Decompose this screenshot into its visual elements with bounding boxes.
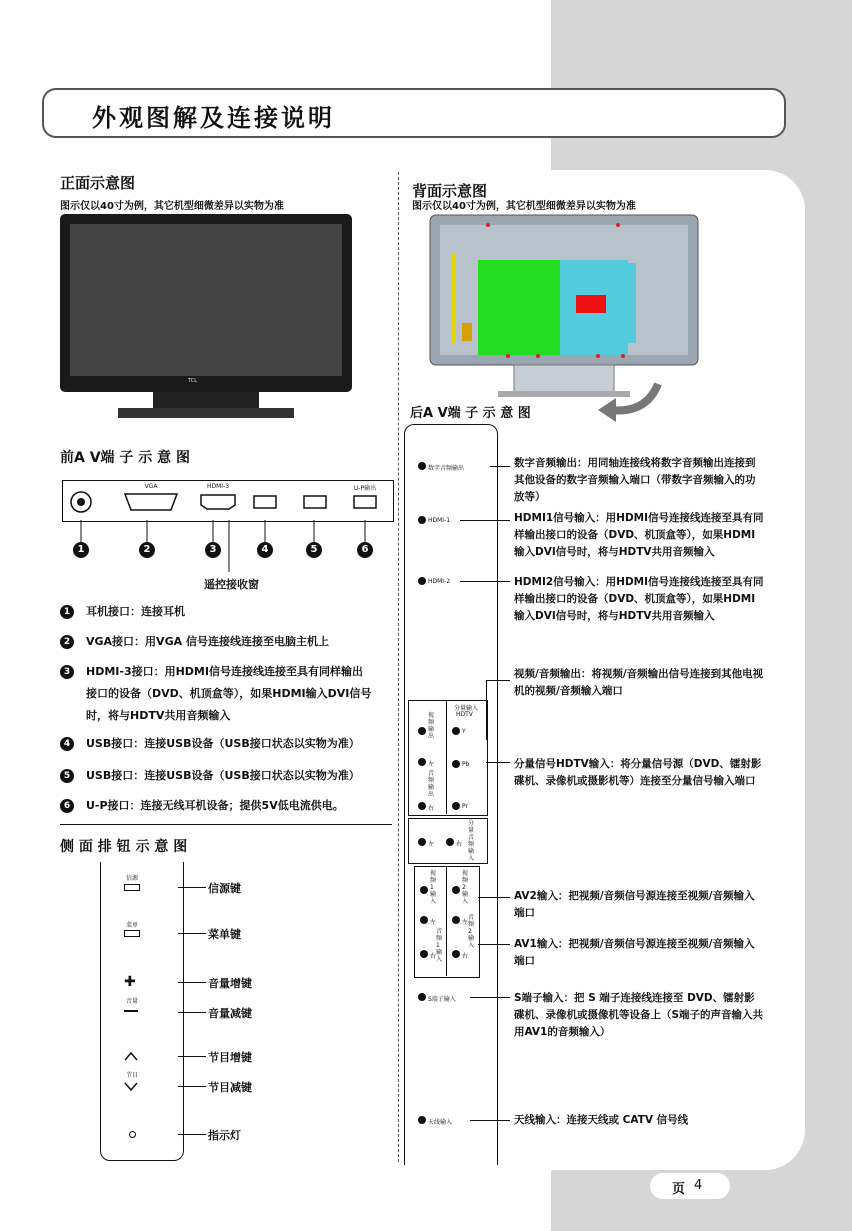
component-block-divider	[446, 700, 447, 814]
side-line-indicator	[178, 1134, 206, 1135]
av2-audio-label: 音频2输入	[468, 914, 475, 949]
title-box	[42, 88, 786, 138]
channel-down-icon	[123, 1080, 139, 1092]
leader-av2	[478, 897, 510, 898]
remote-sensor-label: 遥控接收窗	[204, 578, 259, 591]
front-item-3-line-2: 接口的设备（DVD、机顶盒等），如果HDMI输入DVI信号	[86, 687, 372, 700]
component-audio-left-jack-icon	[418, 838, 426, 846]
leader-svideo	[470, 997, 510, 998]
tv-logo: TCL	[188, 378, 198, 384]
source-key-label: 信源键	[208, 882, 241, 895]
front-item-1: 1 耳机接口：连接耳机	[60, 602, 390, 622]
av1-audio-label: 音频1输入	[436, 928, 443, 963]
side-title: 侧 面 排 钮 示 意 图	[60, 839, 188, 855]
antenna-port-icon	[418, 1116, 426, 1124]
component-audio-right-jack-icon	[446, 838, 454, 846]
side-line-source	[178, 887, 206, 888]
audio-out-right-label: 右	[428, 805, 435, 812]
up-port-label: U-P输出	[353, 485, 377, 492]
center-divider	[398, 172, 399, 1162]
side-line-channel-down	[178, 1086, 206, 1087]
svideo-port-label: S端子输入	[428, 996, 456, 1003]
av-input-divider	[446, 866, 447, 976]
channel-down-label: 节目减键	[208, 1081, 252, 1094]
headphone-port-icon	[69, 490, 93, 514]
menu-key-shape	[124, 930, 140, 937]
usb-port-2-icon	[303, 495, 327, 509]
side-line-volume-down	[178, 1012, 206, 1013]
vga-port-label: VGA	[144, 483, 158, 490]
av2-video-jack-icon	[452, 886, 460, 894]
page-number: 4	[694, 1178, 703, 1193]
hdmi2-port-label: HDMI-2	[428, 578, 451, 585]
indicator-label: 指示灯	[208, 1129, 241, 1142]
channel-up-icon	[123, 1050, 139, 1062]
svideo-port-icon	[418, 993, 426, 1001]
av1-video-label: 视频1输入	[430, 870, 437, 905]
side-label-source: 信源	[126, 875, 139, 882]
side-line-menu	[178, 933, 206, 934]
front-port-number-6: 6	[357, 542, 373, 558]
hdmi-port-icon	[199, 493, 237, 511]
digital-audio-out-icon	[418, 462, 426, 470]
side-label-menu: 菜单	[126, 922, 139, 929]
desc-av1: AV1输入：把视频/音频信号源连接至视频/音频输入端口	[514, 938, 755, 967]
page-title: 外观图解及连接说明	[92, 103, 335, 132]
av2-audio-right-jack-icon	[452, 950, 460, 958]
front-item-2: 2 VGA接口：用VGA 信号连接线连接至电脑主机上	[60, 632, 390, 652]
front-port-number-3: 3	[205, 542, 221, 558]
desc-antenna: 天线输入：连接天线或 CATV 信号线	[514, 1114, 689, 1126]
hdmi1-port-label: HDMI-1	[428, 517, 451, 524]
leader-av-out-vertical	[486, 680, 487, 740]
front-item-4: 4 USB接口：连接USB设备（USB接口状态以实物为准）	[60, 734, 390, 754]
leader-av1	[478, 944, 510, 945]
volume-up-label: 音量增键	[208, 977, 252, 990]
indicator-led-icon	[129, 1131, 136, 1138]
side-label-channel: 节目	[126, 1072, 139, 1079]
video-out-jack-icon	[418, 727, 426, 735]
hdmi2-port-icon	[418, 577, 426, 585]
volume-down-icon	[124, 1010, 138, 1012]
av2-audio-left-label: 左	[462, 919, 469, 926]
digital-audio-port-label: 数字音频输出	[428, 465, 465, 472]
front-note: 图示仅以40寸为例，其它机型细微差异以实物为准	[60, 201, 284, 212]
video-out-label: 视频输出	[428, 712, 435, 740]
leader-hdmi1	[460, 520, 510, 521]
audio-out-right-jack-icon	[418, 802, 426, 810]
page-label: 页	[672, 1182, 686, 1197]
side-panel-outline	[100, 862, 184, 1161]
front-av-title: 前A V端 子 示 意 图	[60, 450, 191, 466]
front-item-5: 5 USB接口：连接USB设备（USB接口状态以实物为准）	[60, 766, 390, 786]
av2-audio-left-jack-icon	[452, 916, 460, 924]
back-note: 图示仅以40寸为例，其它机型细微差异以实物为准	[412, 201, 636, 212]
component-y-jack-icon	[452, 727, 460, 735]
component-audio-label: 分量音频输入	[468, 820, 475, 862]
leader-digital	[490, 466, 510, 467]
side-line-volume-up	[178, 982, 206, 983]
leader-hdmi2	[460, 581, 510, 582]
front-item-3: 3 HDMI-3接口：用HDMI信号连接线连接至具有同样输出	[60, 662, 390, 682]
front-tv-illustration	[58, 212, 354, 426]
av1-audio-left-jack-icon	[420, 916, 428, 924]
component-pr-label: Pr	[462, 803, 468, 810]
desc-hdmi1: HDMI1信号输入：用HDMI信号连接线连接至具有同样输出接口的设备（DVD、机顶盒等），如果HDMI输入DVI信号时，将与HDTV共用音频输入	[514, 512, 764, 558]
component-audio-left-label: 左	[428, 841, 435, 848]
desc-component: 分量信号HDTV输入：将分量信号源（DVD、镭射影碟机、录像机或摄影机等）连接至分量信号输入端口	[514, 758, 762, 787]
front-item-3-line-3: 时，将与HDTV共用音频输入	[86, 709, 231, 722]
desc-av2: AV2输入：把视频/音频信号源连接至视频/音频输入端口	[514, 890, 755, 919]
rear-av-title: 后A V端 子 示 意 图	[410, 406, 531, 421]
channel-up-label: 节目增键	[208, 1051, 252, 1064]
av1-audio-left-label: 左	[430, 919, 437, 926]
front-av-panel	[62, 480, 394, 522]
av1-audio-right-jack-icon	[420, 950, 428, 958]
front-port-number-5: 5	[306, 542, 322, 558]
desc-svideo: S端子输入：把 S 端子连接线连接至 DVD、镭射影碟机、录像机或摄像机等设备上（S端子的声音输入共用AV1的音频输入）	[514, 992, 764, 1038]
audio-out-left-jack-icon	[418, 758, 426, 766]
front-port-number-4: 4	[257, 542, 273, 558]
back-title: 背面示意图	[412, 182, 488, 200]
desc-hdmi2: HDMI2信号输入：用HDMI信号连接线连接至具有同样输出接口的设备（DVD、机顶盒等），如果HDMI输入DVI信号时，将与HDTV共用音频输入	[514, 576, 764, 622]
up-port-icon	[353, 495, 377, 509]
av1-video-jack-icon	[420, 886, 428, 894]
vga-port-icon	[121, 491, 181, 513]
menu-key-label: 菜单键	[208, 928, 241, 941]
front-port-number-2: 2	[139, 542, 155, 558]
arrow-icon	[596, 380, 666, 428]
side-line-channel-up	[178, 1056, 206, 1057]
av1-audio-right-label: 右	[430, 953, 437, 960]
component-pb-label: Pb	[462, 761, 470, 768]
desc-av-out: 视频/音频输出：将视频/音频输出信号连接到其他电视机的视频/音频输入端口	[514, 668, 764, 697]
audio-out-label: 音频输出	[428, 770, 435, 798]
hdmi1-port-icon	[418, 516, 426, 524]
side-label-volume: 音量	[126, 998, 139, 1005]
leader-antenna	[470, 1120, 510, 1121]
hdmi3-port-label: HDMI-3	[206, 483, 230, 490]
usb-port-1-icon	[253, 495, 277, 509]
volume-up-icon: ✚	[124, 974, 136, 990]
antenna-port-label: 天线输入	[428, 1119, 453, 1126]
source-key-shape	[124, 884, 140, 891]
volume-down-label: 音量减键	[208, 1007, 252, 1020]
page-number-pill	[650, 1173, 730, 1199]
component-hdtv: HDTV	[456, 711, 473, 718]
leader-av-out	[486, 680, 510, 681]
av2-video-label: 视频2输入	[462, 870, 469, 905]
leader-component	[486, 762, 510, 763]
front-item-6: 6 U-P接口：连接无线耳机设备；提供5V低电流供电。	[60, 796, 390, 816]
component-pr-jack-icon	[452, 802, 460, 810]
front-port-number-1: 1	[73, 542, 89, 558]
av2-audio-right-label: 右	[462, 953, 469, 960]
component-title: 分量输入	[454, 705, 479, 712]
component-audio-right-label: 右	[456, 841, 463, 848]
front-title: 正面示意图	[60, 174, 136, 192]
desc-digital-audio: 数字音频输出：用同轴连接线将数字音频输出连接到其他设备的数字音频输入端口（带数字音频输入的功放等）	[514, 457, 756, 503]
audio-out-left-label: 左	[428, 761, 435, 768]
component-y-label: Y	[462, 728, 466, 735]
component-pb-jack-icon	[452, 760, 460, 768]
side-divider	[60, 824, 392, 825]
